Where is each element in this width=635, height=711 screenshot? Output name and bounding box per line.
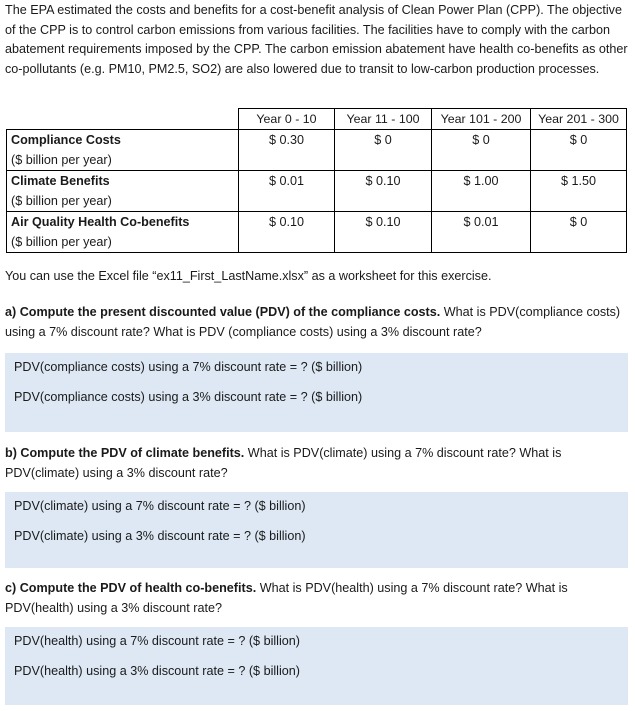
row-unit: ($ billion per year) [11, 235, 112, 249]
table-row [7, 212, 627, 253]
row-label-cell [7, 212, 239, 253]
table-header: Year 0 - 10 [239, 109, 335, 130]
question-a-text: What is PDV(compliance costs) using a 7% discount rate? What is PDV (compliance costs) using a 3% discount rate? [5, 305, 621, 339]
table-cell: $ 0.01 [239, 171, 335, 212]
answer-b-line-1[interactable]: PDV(climate) using a 7% discount rate = ? ($ billion) [14, 499, 306, 513]
row-label: Compliance Costs [11, 133, 121, 147]
table-cell: $ 0.10 [335, 212, 432, 253]
table-cell: $ 0.10 [335, 171, 432, 212]
row-label-cell [7, 130, 239, 171]
answer-box-a[interactable] [5, 353, 628, 432]
table-cell: $ 0 [531, 212, 627, 253]
row-label-cell [7, 171, 239, 212]
table-cell: $ 1.00 [432, 171, 531, 212]
table-cell: $ 0.01 [432, 212, 531, 253]
table-cell: $ 0 [335, 130, 432, 171]
answer-b-line-2[interactable]: PDV(climate) using a 3% discount rate = ? ($ billion) [14, 529, 306, 543]
question-c-heading: c) Compute the PDV of health co-benefits. [5, 581, 257, 595]
answer-c-line-1[interactable]: PDV(health) using a 7% discount rate = ? ($ billion) [14, 634, 300, 648]
row-unit: ($ billion per year) [11, 194, 112, 208]
question-b-text: What is PDV(climate) using a 7% discount rate? What is PDV(climate) using a 3% discount rate? [5, 446, 562, 480]
table-cell: $ 0.10 [239, 212, 335, 253]
table-header-row [7, 109, 627, 130]
question-b-heading: b) Compute the PDV of climate benefits. [5, 446, 245, 460]
answer-c-line-2[interactable]: PDV(health) using a 3% discount rate = ? ($ billion) [14, 664, 300, 678]
table-cell: $ 1.50 [531, 171, 627, 212]
answer-box-c[interactable] [5, 627, 628, 705]
table-cell: $ 0.30 [239, 130, 335, 171]
table-header: Year 11 - 100 [335, 109, 432, 130]
table-header: Year 201 - 300 [531, 109, 627, 130]
answer-box-b[interactable] [5, 492, 628, 568]
intro-paragraph: The EPA estimated the costs and benefits for a cost-benefit analysis of Clean Power Plan (CPP). The objective of the CPP is to control carbon emissions from various facilities. The facilities have to comply with the carbon abatement requirements imposed by the CPP. The carbon emission abatement have health co-benefits as other co-pollutants (e.g. PM10, PM2.5, SO2) are also lowered due to transit to low-carbon production processes. [5, 3, 628, 76]
question-a [5, 303, 630, 342]
row-unit: ($ billion per year) [11, 153, 112, 167]
question-c-text: What is PDV(health) using a 7% discount rate? What is PDV(health) using a 3% discount rate? [5, 581, 568, 615]
table-cell: $ 0 [531, 130, 627, 171]
row-label: Air Quality Health Co-benefits [11, 215, 190, 229]
question-a-heading: a) Compute the present discounted value (PDV) of the compliance costs. [5, 305, 441, 319]
table-header: Year 101 - 200 [432, 109, 531, 130]
table-corner [7, 109, 239, 130]
answer-a-line-1[interactable]: PDV(compliance costs) using a 7% discount rate = ? ($ billion) [14, 360, 363, 374]
answer-a-line-2[interactable]: PDV(compliance costs) using a 3% discount rate = ? ($ billion) [14, 390, 363, 404]
question-b [5, 444, 630, 483]
table-row [7, 130, 627, 171]
worksheet-note: You can use the Excel file “ex11_First_LastName.xlsx” as a worksheet for this exercise. [5, 269, 492, 283]
table-row [7, 171, 627, 212]
row-label: Climate Benefits [11, 174, 110, 188]
table-cell: $ 0 [432, 130, 531, 171]
cost-benefit-table [6, 108, 627, 253]
question-c [5, 579, 630, 618]
